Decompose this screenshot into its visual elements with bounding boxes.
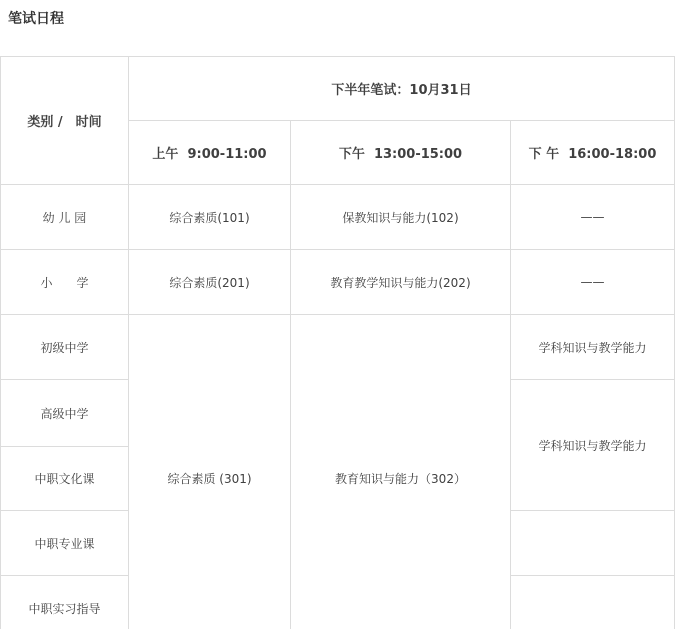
time-header-afternoon-1: 下午 13:00-15:00 <box>291 121 511 185</box>
page-title: 笔试日程 <box>8 11 64 27</box>
subject-cell-merged-morning-301: 综合素质 (301) <box>129 315 291 629</box>
subject-cell-vocational-major-afternoon2 <box>511 511 675 576</box>
time-header-morning: 上午 9:00-11:00 <box>129 121 291 185</box>
subject-cell-kindergarten-morning: 综合素质(101) <box>129 185 291 250</box>
subject-cell-merged-afternoon1-302: 教育知识与能力（302） <box>291 315 511 629</box>
table-row <box>1 185 675 250</box>
category-cell-senior-middle-school: 高级中学 <box>1 380 129 447</box>
exam-schedule-table <box>0 56 675 629</box>
category-cell-primary-school: 小 学 <box>1 250 129 315</box>
time-header-afternoon-2: 下 午 16:00-18:00 <box>511 121 675 185</box>
subject-cell-vocational-internship-afternoon2 <box>511 576 675 629</box>
subject-cell-kindergarten-afternoon2: —— <box>511 185 675 250</box>
category-cell-vocational-internship-guidance: 中职实习指导 <box>1 576 129 629</box>
exam-session-header: 下半年笔试：10月31日 <box>129 57 675 121</box>
subject-cell-kindergarten-afternoon1: 保教知识与能力(102) <box>291 185 511 250</box>
table-row <box>1 315 675 380</box>
category-cell-junior-middle-school: 初级中学 <box>1 315 129 380</box>
category-cell-kindergarten: 幼 儿 园 <box>1 185 129 250</box>
subject-cell-senior-vocational-afternoon2: 学科知识与教学能力 <box>511 380 675 511</box>
subject-cell-primary-morning: 综合素质(201) <box>129 250 291 315</box>
subject-cell-primary-afternoon1: 教育教学知识与能力(202) <box>291 250 511 315</box>
subject-cell-junior-afternoon2: 学科知识与教学能力 <box>511 315 675 380</box>
table-header-row-top <box>1 57 675 121</box>
subject-cell-primary-afternoon2: —— <box>511 250 675 315</box>
category-cell-vocational-culture-course: 中职文化课 <box>1 447 129 511</box>
category-cell-vocational-major-course: 中职专业课 <box>1 511 129 576</box>
corner-header-category-time: 类别 / 时间 <box>1 57 129 185</box>
table-row <box>1 250 675 315</box>
